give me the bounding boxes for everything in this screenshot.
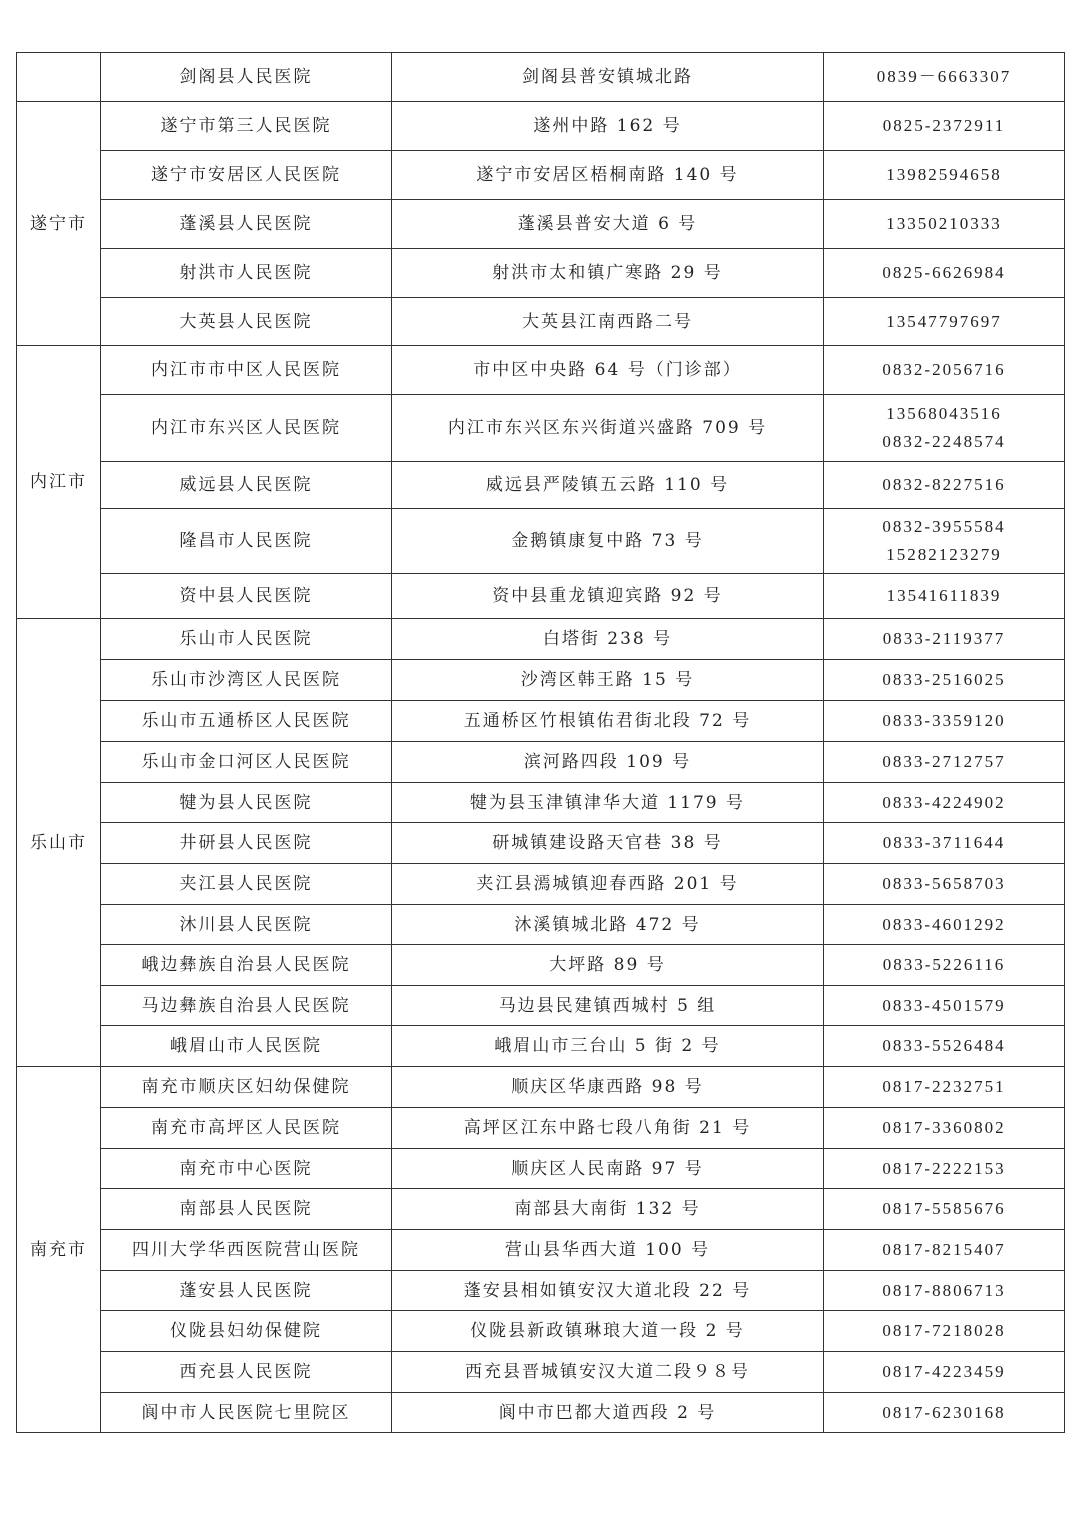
hospital-name-cell: 蓬安县人民医院: [101, 1271, 392, 1311]
table-row: [17, 509, 1065, 574]
address-cell: 顺庆区人民南路 97 号: [392, 1149, 824, 1189]
city-cell: 内江市: [17, 346, 101, 619]
phone-number: 0817-8806713: [882, 1280, 1006, 1300]
address-cell: 五通桥区竹根镇佑君街北段 72 号: [392, 701, 824, 742]
phone-number: 0832-2248574: [882, 432, 1006, 451]
table-row: [17, 905, 1065, 945]
table-row: [17, 298, 1065, 346]
hospital-name-cell: 威远县人民医院: [101, 462, 392, 509]
phone-cell: [824, 742, 1065, 783]
table-row: [17, 986, 1065, 1026]
hospital-name-cell: 遂宁市第三人民医院: [101, 102, 392, 151]
phone-cell: [824, 945, 1065, 986]
phone-number: 0833-5526484: [882, 1036, 1006, 1055]
phone-cell: [824, 249, 1065, 298]
table-row: [17, 346, 1065, 395]
hospital-name-cell: 南充市高坪区人民医院: [101, 1108, 392, 1149]
hospital-name-cell: 四川大学华西医院营山医院: [101, 1230, 392, 1271]
address-cell: 仪陇县新政镇琳琅大道一段 2 号: [392, 1311, 824, 1352]
phone-number: 0833-4601292: [882, 914, 1006, 934]
phone-cell: [824, 574, 1065, 619]
table-row: [17, 249, 1065, 298]
table-row: [17, 1271, 1065, 1311]
hospital-name-cell: 南部县人民医院: [101, 1189, 392, 1230]
table-row: [17, 462, 1065, 509]
hospital-name-cell: 资中县人民医院: [101, 574, 392, 619]
phone-number: 15282123279: [886, 545, 1002, 564]
hospital-name-cell: 内江市东兴区人民医院: [101, 395, 392, 462]
table-row: [17, 1108, 1065, 1149]
phone-number: 0832-3955584: [882, 517, 1006, 536]
hospital-name-cell: 遂宁市安居区人民医院: [101, 151, 392, 200]
table-row: [17, 1393, 1065, 1433]
phone-number: 0833-4501579: [882, 995, 1006, 1015]
hospital-name-cell: 乐山市金口河区人民医院: [101, 742, 392, 783]
phone-cell: [824, 1149, 1065, 1189]
table-row: [17, 1026, 1065, 1067]
hospital-name-cell: 蓬溪县人民医院: [101, 200, 392, 249]
phone-number: 0825-2372911: [882, 116, 1006, 135]
hospital-name-cell: 隆昌市人民医院: [101, 509, 392, 574]
phone-number: 0833-5226116: [882, 955, 1006, 974]
table-row: [17, 1352, 1065, 1393]
table-body: [17, 53, 1065, 1433]
table-row: [17, 1189, 1065, 1230]
address-cell: 内江市东兴区东兴街道兴盛路 709 号: [392, 395, 824, 462]
address-cell: 威远县严陵镇五云路 110 号: [392, 462, 824, 509]
phone-number: 0833-5658703: [882, 874, 1006, 893]
address-cell: 蓬溪县普安大道 6 号: [392, 200, 824, 249]
phone-cell: [824, 1352, 1065, 1393]
table-row: [17, 200, 1065, 249]
phone-number: 0839－6663307: [876, 67, 1012, 86]
phone-cell: [824, 200, 1065, 249]
hospital-name-cell: 射洪市人民医院: [101, 249, 392, 298]
address-cell: 大英县江南西路二号: [392, 298, 824, 346]
hospital-name-cell: 南充市中心医院: [101, 1149, 392, 1189]
phone-number: 0832-8227516: [882, 475, 1006, 494]
hospital-name-cell: 剑阁县人民医院: [101, 53, 392, 102]
address-cell: 市中区中央路 64 号（门诊部）: [392, 346, 824, 395]
hospital-name-cell: 犍为县人民医院: [101, 783, 392, 823]
phone-cell: [824, 1311, 1065, 1352]
phone-cell: [824, 783, 1065, 823]
hospital-name-cell: 阆中市人民医院七里院区: [101, 1393, 392, 1433]
phone-cell: [824, 1393, 1065, 1433]
address-cell: 南部县大南街 132 号: [392, 1189, 824, 1230]
hospital-name-cell: 峨眉山市人民医院: [101, 1026, 392, 1067]
phone-cell: [824, 823, 1065, 864]
phone-number: 13350210333: [886, 214, 1002, 233]
hospital-name-cell: 仪陇县妇幼保健院: [101, 1311, 392, 1352]
hospital-name-cell: 西充县人民医院: [101, 1352, 392, 1393]
address-cell: 阆中市巴都大道西段 2 号: [392, 1393, 824, 1433]
hospital-name-cell: 沐川县人民医院: [101, 905, 392, 945]
phone-cell: [824, 660, 1065, 701]
address-cell: 马边县民建镇西城村 5 组: [392, 986, 824, 1026]
phone-number: 0825-6626984: [882, 263, 1006, 282]
address-cell: 蓬安县相如镇安汉大道北段 22 号: [392, 1271, 824, 1311]
hospital-name-cell: 峨边彝族自治县人民医院: [101, 945, 392, 986]
address-cell: 犍为县玉津镇津华大道 1179 号: [392, 783, 824, 823]
address-cell: 遂宁市安居区梧桐南路 140 号: [392, 151, 824, 200]
phone-cell: [824, 1230, 1065, 1271]
phone-number: 0817-5585676: [882, 1199, 1006, 1218]
phone-number: 0817-6230168: [882, 1402, 1006, 1422]
address-cell: 高坪区江东中路七段八角街 21 号: [392, 1108, 824, 1149]
address-cell: 西充县晋城镇安汉大道二段９８号: [392, 1352, 824, 1393]
phone-cell: [824, 102, 1065, 151]
phone-cell: [824, 509, 1065, 574]
phone-cell: [824, 986, 1065, 1026]
phone-cell: [824, 701, 1065, 742]
phone-number: 0817-2232751: [882, 1077, 1006, 1096]
address-cell: 营山县华西大道 100 号: [392, 1230, 824, 1271]
address-cell: 沐溪镇城北路 472 号: [392, 905, 824, 945]
address-cell: 研城镇建设路天官巷 38 号: [392, 823, 824, 864]
phone-number: 13982594658: [886, 165, 1002, 184]
address-cell: 资中县重龙镇迎宾路 92 号: [392, 574, 824, 619]
address-cell: 金鹅镇康复中路 73 号: [392, 509, 824, 574]
hospital-directory-table: [16, 52, 1065, 1433]
address-cell: 射洪市太和镇广寒路 29 号: [392, 249, 824, 298]
address-cell: 沙湾区韩王路 15 号: [392, 660, 824, 701]
hospital-name-cell: 井研县人民医院: [101, 823, 392, 864]
hospital-name-cell: 内江市市中区人民医院: [101, 346, 392, 395]
phone-cell: [824, 1271, 1065, 1311]
phone-number: 0833-3359120: [882, 711, 1006, 730]
phone-cell: [824, 462, 1065, 509]
phone-number: 13568043516: [886, 404, 1002, 423]
table-row: [17, 864, 1065, 905]
phone-cell: [824, 1067, 1065, 1108]
phone-cell: [824, 53, 1065, 102]
table-row: [17, 53, 1065, 102]
address-cell: 大坪路 89 号: [392, 945, 824, 986]
phone-cell: [824, 151, 1065, 200]
phone-number: 0817-2222153: [882, 1158, 1006, 1178]
hospital-name-cell: 乐山市人民医院: [101, 619, 392, 660]
address-cell: 峨眉山市三台山 5 街 2 号: [392, 1026, 824, 1067]
table-row: [17, 574, 1065, 619]
phone-cell: [824, 1026, 1065, 1067]
phone-number: 0833-4224902: [882, 792, 1006, 812]
phone-number: 0833-3711644: [882, 833, 1006, 852]
phone-number: 0833-2119377: [882, 629, 1006, 648]
address-cell: 夹江县漹城镇迎春西路 201 号: [392, 864, 824, 905]
address-cell: 滨河路四段 109 号: [392, 742, 824, 783]
phone-cell: [824, 395, 1065, 462]
hospital-name-cell: 夹江县人民医院: [101, 864, 392, 905]
hospital-name-cell: 南充市顺庆区妇幼保健院: [101, 1067, 392, 1108]
phone-number: 0833-2712757: [882, 752, 1006, 771]
phone-number: 0817-3360802: [882, 1118, 1006, 1137]
phone-cell: [824, 864, 1065, 905]
phone-number: 0817-4223459: [882, 1362, 1006, 1381]
phone-number: 0817-8215407: [882, 1240, 1006, 1259]
table-row: [17, 395, 1065, 462]
city-cell: [17, 53, 101, 102]
phone-number: 13541611839: [886, 586, 1002, 605]
table-row: [17, 660, 1065, 701]
hospital-name-cell: 乐山市五通桥区人民医院: [101, 701, 392, 742]
phone-number: 0832-2056716: [882, 360, 1006, 379]
city-cell: 南充市: [17, 1067, 101, 1433]
phone-cell: [824, 346, 1065, 395]
table-row: [17, 102, 1065, 151]
phone-number: 0817-7218028: [882, 1321, 1006, 1340]
address-cell: 白塔街 238 号: [392, 619, 824, 660]
phone-number: 0833-2516025: [882, 670, 1006, 689]
table-row: [17, 945, 1065, 986]
table-row: [17, 1311, 1065, 1352]
hospital-name-cell: 马边彝族自治县人民医院: [101, 986, 392, 1026]
hospital-name-cell: 大英县人民医院: [101, 298, 392, 346]
address-cell: 遂州中路 162 号: [392, 102, 824, 151]
table-row: [17, 823, 1065, 864]
phone-cell: [824, 1108, 1065, 1149]
address-cell: 顺庆区华康西路 98 号: [392, 1067, 824, 1108]
table-row: [17, 783, 1065, 823]
phone-cell: [824, 905, 1065, 945]
phone-cell: [824, 1189, 1065, 1230]
table-row: [17, 1149, 1065, 1189]
phone-number: 13547797697: [886, 311, 1002, 331]
city-cell: 乐山市: [17, 619, 101, 1067]
table-row: [17, 742, 1065, 783]
table-row: [17, 1067, 1065, 1108]
table-row: [17, 1230, 1065, 1271]
table-row: [17, 701, 1065, 742]
address-cell: 剑阁县普安镇城北路: [392, 53, 824, 102]
hospital-name-cell: 乐山市沙湾区人民医院: [101, 660, 392, 701]
phone-cell: [824, 298, 1065, 346]
table-row: [17, 151, 1065, 200]
city-cell: 遂宁市: [17, 102, 101, 346]
phone-cell: [824, 619, 1065, 660]
table-row: [17, 619, 1065, 660]
